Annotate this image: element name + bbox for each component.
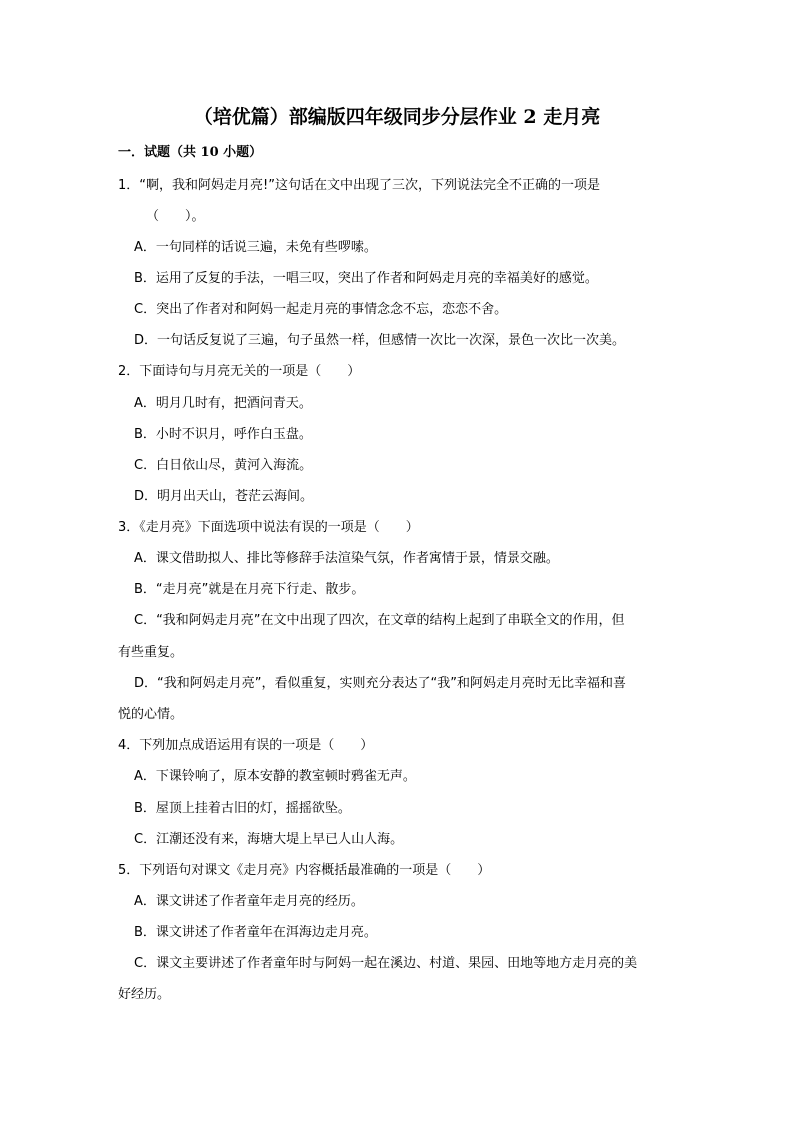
question-1-option-d: D．一句话反复说了三遍，句子虽然一样，但感情一次比一次深，景色一次比一次美。: [134, 333, 626, 348]
question-5-stem: 5．下列语句对课文《走月亮》内容概括最准确的一项是（ ）: [118, 863, 491, 878]
question-3-option-d: D．“我和阿妈走月亮”，看似重复，实则充分表达了“我”和阿妈走月亮时无比幸福和喜: [134, 676, 626, 691]
section-heading: 一．试题（共 10 小题）: [118, 145, 263, 160]
question-3-option-c-continued: 有些重复。: [118, 645, 184, 660]
question-4-option-b: B．屋顶上挂着古旧的灯，摇摇欲坠。: [134, 801, 351, 816]
question-3-option-c: C．“我和阿妈走月亮”在文中出现了四次，在文章的结构上起到了串联全文的作用，但: [134, 613, 625, 628]
question-2-option-b: B．小时不识月，呼作白玉盘。: [134, 427, 312, 442]
question-5-option-c: C．课文主要讲述了作者童年时与阿妈一起在溪边、村道、果园、田地等地方走月亮的美: [134, 956, 638, 971]
question-1-option-c: C．突出了作者对和阿妈一起走月亮的事情念念不忘，恋恋不舍。: [134, 302, 508, 317]
question-5-option-c-continued: 好经历。: [118, 987, 171, 1002]
question-3-option-d-continued: 悦的心情。: [118, 707, 184, 722]
question-2-stem: 2．下面诗句与月亮无关的一项是（ ）: [118, 364, 361, 379]
page-title: （培优篇）部编版四年级同步分层作业 2 走月亮: [193, 106, 601, 128]
question-2-option-d: D．明月出天山，苍茫云海间。: [134, 489, 314, 504]
question-1-stem: 1．“啊，我和阿妈走月亮!”这句话在文中出现了三次，下列说法完全不正确的一项是: [118, 178, 600, 193]
question-4-stem: 4．下列加点成语运用有误的一项是（ ）: [118, 738, 374, 753]
question-3-stem: 3．《走月亮》下面选项中说法有误的一项是（ ）: [118, 520, 419, 535]
question-3-option-a: A．课文借助拟人、排比等修辞手法渲染气氛，作者寓情于景，情景交融。: [134, 551, 559, 566]
question-1-option-b: B．运用了反复的手法，一唱三叹，突出了作者和阿妈走月亮的幸福美好的感觉。: [134, 271, 598, 286]
question-4-option-c: C．江潮还没有来，海塘大堤上早已人山人海。: [134, 832, 404, 847]
question-5-option-a: A．课文讲述了作者童年走月亮的经历。: [134, 894, 364, 909]
question-1-stem-continued: （ ）。: [146, 209, 205, 224]
question-2-option-a: A．明月几时有，把酒问青天。: [134, 396, 312, 411]
question-3-option-b: B．“走月亮”就是在月亮下行走、散步。: [134, 582, 365, 597]
question-2-option-c: C．白日依山尽，黄河入海流。: [134, 458, 313, 473]
question-1-option-a: A．一句同样的话说三遍，未免有些啰嗦。: [134, 240, 377, 255]
question-4-option-a: A．下课铃响了，原本安静的教室顿时鸦雀无声。: [134, 769, 416, 784]
question-5-option-b: B．课文讲述了作者童年在洱海边走月亮。: [134, 925, 377, 940]
